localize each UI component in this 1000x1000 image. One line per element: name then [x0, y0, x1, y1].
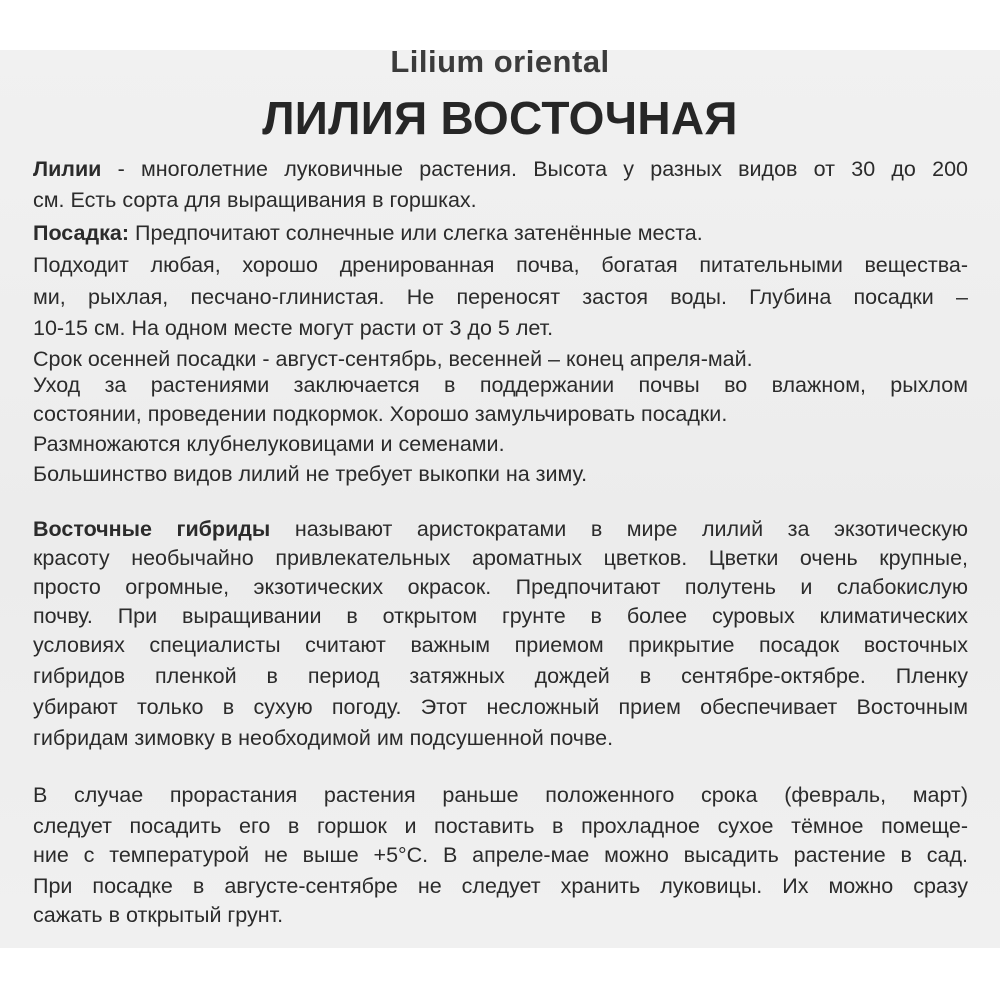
- s1-line-8: Уход за растениями заключается в поддержании почвы во влажном, рыхлом: [33, 373, 968, 397]
- s2-line-7: убирают только в сухую погоду. Этот несложный прием обеспечивает Восточным: [33, 695, 968, 719]
- s2-line-1: [33, 516, 968, 542]
- s2-line-6: гибридов пленкой в период затяжных дождей в сентябре-октябре. Пленку: [33, 664, 968, 688]
- s1-line-3: [33, 220, 968, 246]
- s2-line-4: почву. При выращивании в открытом грунте в более суровых климатических: [33, 604, 968, 628]
- s1-line-4: Подходит любая, хорошо дренированная почва, богатая питательными вещества-: [33, 253, 968, 277]
- page-title: ЛИЛИЯ ВОСТОЧНАЯ: [262, 92, 738, 144]
- s1-line-1: [33, 156, 968, 182]
- s1-line-2: см. Есть сорта для выращивания в горшках.: [33, 188, 477, 212]
- s2-line-1-text: называют аристократами в мире лилий за экзотическую: [270, 517, 968, 541]
- oriental-hybrids-term: Восточные гибриды: [33, 517, 271, 541]
- s3-line-5: сажать в открытый грунт.: [33, 903, 284, 927]
- s1-line-10: Размножаются клубнелуковицами и семенами.: [33, 432, 505, 456]
- s3-line-1: В случае прорастания растения раньше положенного срока (февраль, март): [33, 783, 968, 807]
- s3-line-2: следует посадить его в горшок и поставить в прохладное сухое тёмное помеще-: [33, 814, 968, 838]
- s1-line-3-text: Предпочитают солнечные или слегка затенённые места.: [129, 221, 703, 245]
- s2-line-2: красоту необычайно привлекательных ароматных цветков. Цветки очень крупные,: [33, 546, 968, 570]
- latin-name: Lilium oriental: [390, 44, 610, 79]
- s2-line-8: гибридам зимовку в необходимой им подсушенной почве.: [33, 726, 614, 750]
- s3-line-3: ние с температурой не выше +5°С. В апреле-мае можно высадить растение в сад.: [33, 843, 968, 867]
- s1-line-5: ми, рыхлая, песчано-глинистая. Не переносят застоя воды. Глубина посадки –: [33, 285, 968, 309]
- s1-line-7: Срок осенней посадки - август-сентябрь, весенней – конец апреля-май.: [33, 347, 753, 371]
- s1-line-9: состоянии, проведении подкормок. Хорошо замульчировать посадки.: [33, 402, 728, 426]
- planting-term: Посадка:: [33, 221, 130, 245]
- s1-line-11: Большинство видов лилий не требует выкопки на зиму.: [33, 462, 588, 486]
- s2-line-3: просто огромные, экзотических окрасок. Предпочитают полутень и слабокислую: [33, 575, 968, 599]
- s1-line-6: 10-15 см. На одном месте могут расти от 3 до 5 лет.: [33, 316, 554, 340]
- lilies-term: Лилии: [33, 157, 102, 181]
- s2-line-5: условиях специалисты считают важным приемом прикрытие посадок восточных: [33, 633, 968, 657]
- s1-line-1-text: - многолетние луковичные растения. Высота у разных видов от 30 до 200: [101, 157, 968, 181]
- s3-line-4: При посадке в августе-сентябре не следует хранить луковицы. Их можно сразу: [33, 874, 968, 898]
